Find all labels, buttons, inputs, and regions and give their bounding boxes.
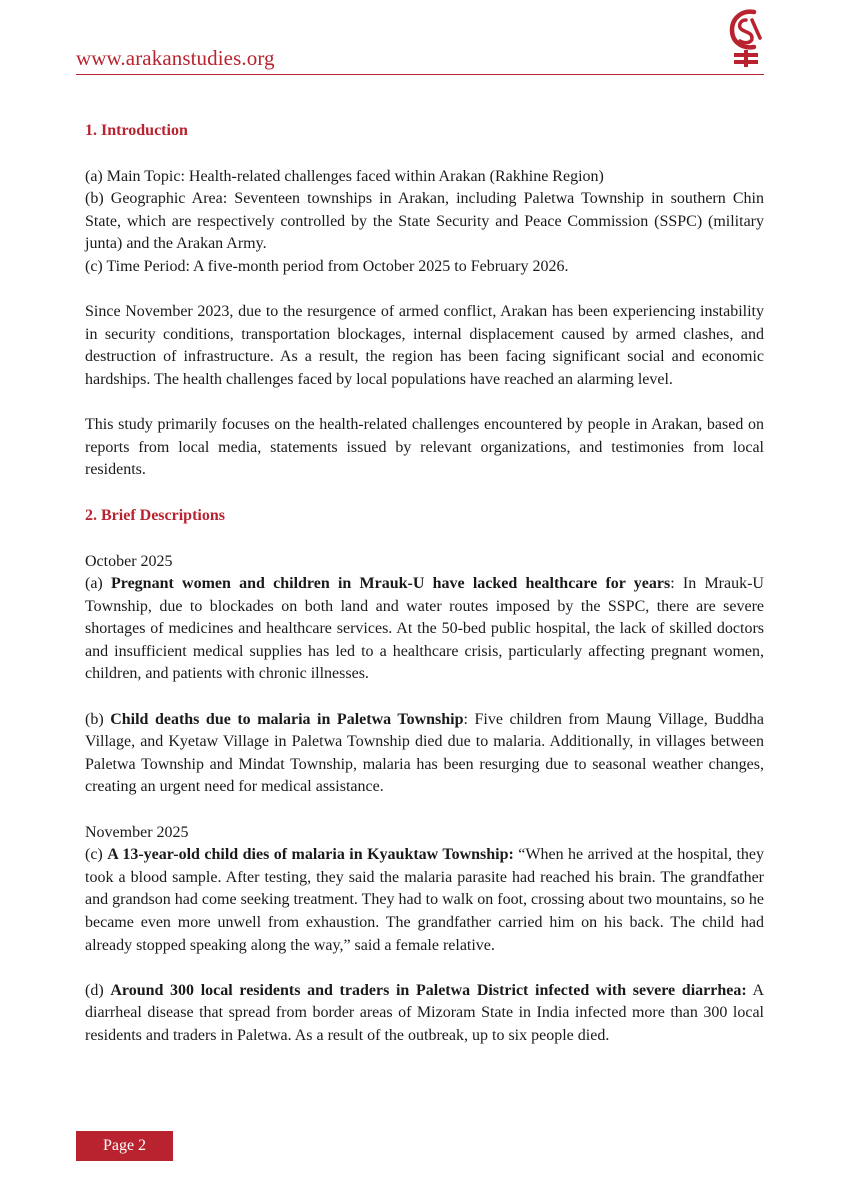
entry-d-body: A diarrheal disease that spread from border areas of Mizoram State in India infected more than 300 local residents and traders in Paletwa. As a result of the outbreak, up to six people died. (85, 981, 765, 1044)
page-number-badge: Page 2 (76, 1131, 173, 1161)
entry-b-prefix: (b) (85, 710, 111, 728)
entry-b-title: Child deaths due to malaria in Paletwa Township (110, 710, 464, 728)
entry-a (85, 573, 764, 686)
cas-logo-icon (724, 8, 768, 68)
header-rule (76, 74, 764, 75)
header-url[interactable]: www.arakanstudies.org (76, 46, 275, 70)
intro-paragraph-context: Since November 2023, due to the resurgence of armed conflict, Arakan has been experiencing instability in security conditions, transportation blockages, internal displacement caused by armed clashes, and destruction of infrastructure. As a result, the region has been facing significant social and economic hardships. The health challenges faced by local populations have reached an alarming level. (85, 303, 764, 388)
entry-b (85, 709, 764, 799)
entry-c-body: “When he arrived at the hospital, they took a blood sample. After testing, they said the malaria parasite had reached his brain. The grandfather and grandson had come seeking treatment. They had to walk on foot, crossing about two mountains, so he became even more unwell from exhaustion. The grandfather carried him on his back. The child had already stopped speaking along the way,” said a female relative. (85, 846, 765, 954)
entry-b-body: : Five children from Maung Village, Buddha Village, and Kyetaw Village in Paletwa Township died due to malaria. Additionally, in villages between Paletwa Township and Mindat Township, malaria has been resurging due to seasonal weather changes, creating an urgent need for medical assistance. (85, 710, 765, 796)
entry-c (85, 844, 764, 957)
intro-item-geographic-area: (b) Geographic Area: Seventeen townships in Arakan, including Paletwa Township in southern Chin State, which are respectively controlled by the State Security and Peace Commission (SSPC) (military junta) and the Arakan Army. (85, 190, 764, 253)
entry-a-body: : In Mrauk-U Township, due to blockades on both land and water routes imposed by the SSPC, there are severe shortages of medicines and healthcare services. At the 50-bed public hospital, the lack of skilled doctors and insufficient medical supplies has led to a healthcare crisis, particularly affecting pregnant women, children, and patients with chronic illnesses. (85, 575, 764, 683)
month-label-october: October 2025 (85, 552, 173, 570)
entry-d-title: Around 300 local residents and traders in Paletwa District infected with severe diarrhea: (110, 981, 747, 999)
document-body (85, 120, 764, 1048)
section-heading-introduction: 1. Introduction (85, 122, 188, 139)
section-heading-brief-descriptions: 2. Brief Descriptions (85, 506, 225, 524)
entry-c-prefix: (c) (85, 846, 108, 864)
intro-paragraph-focus: This study primarily focuses on the health-related challenges encountered by people in Arakan, based on reports from local media, statements issued by relevant organizations, and testimonies from local residents. (85, 416, 764, 479)
intro-item-main-topic: (a) Main Topic: Health-related challenges faced within Arakan (Rakhine Region) (85, 167, 604, 185)
entry-a-prefix: (a) (85, 575, 111, 593)
month-label-november: November 2025 (85, 823, 189, 841)
entry-d (85, 980, 764, 1048)
entry-a-title: Pregnant women and children in Mrauk-U have lacked healthcare for years (110, 575, 671, 593)
entry-c-title: A 13-year-old child dies of malaria in Kyauktaw Township: (107, 846, 514, 864)
entry-d-prefix: (d) (85, 981, 111, 999)
intro-item-time-period: (c) Time Period: A five-month period from October 2025 to February 2026. (85, 257, 569, 275)
